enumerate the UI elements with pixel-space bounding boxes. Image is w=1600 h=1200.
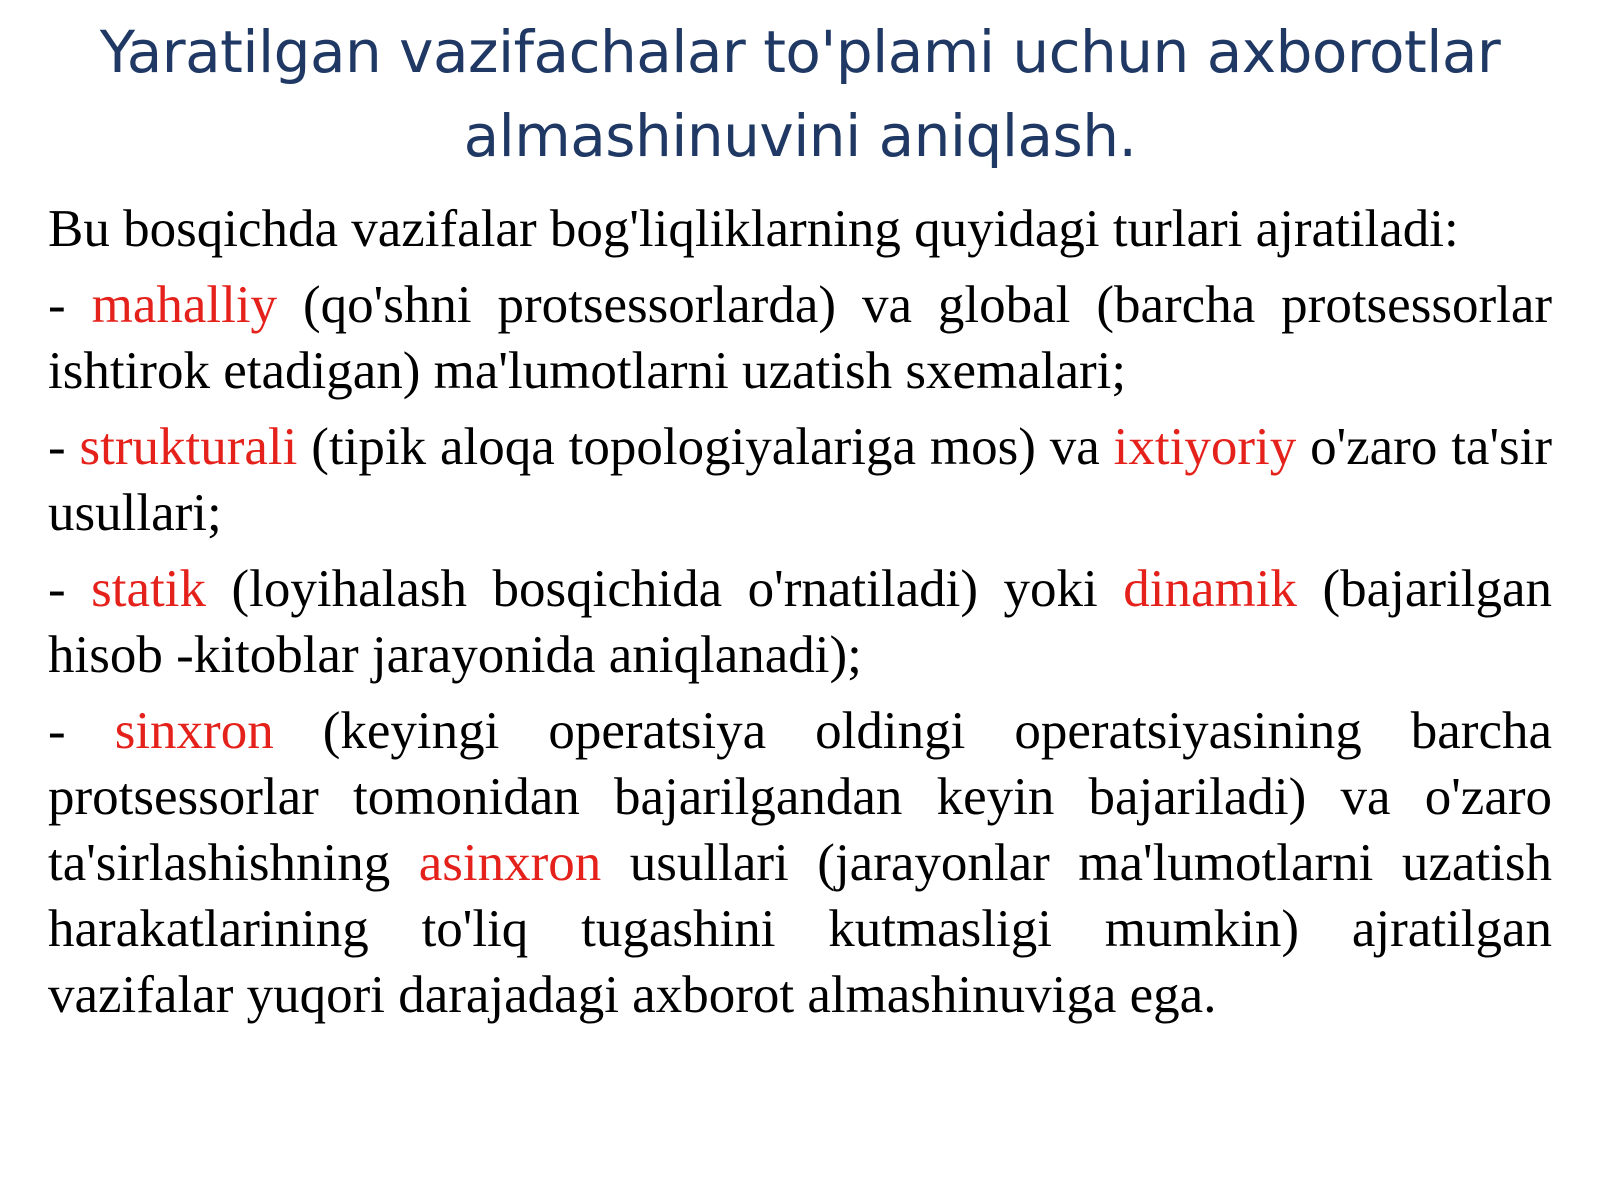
highlight-term: asinxron	[418, 834, 602, 892]
list-dash: -	[48, 276, 92, 334]
list-item-structural-arbitrary	[48, 414, 1552, 546]
list-item-local-global	[48, 272, 1552, 404]
highlight-term: mahalliy	[91, 276, 278, 334]
intro-paragraph: Bu bosqichda vazifalar bog'liqliklarning quyidagi turlari ajratiladi:	[48, 200, 1459, 258]
highlight-term: dinamik	[1123, 560, 1297, 618]
item-text: (keyingi operatsiya oldingi operatsiyasining barcha protsessorlar tomonidan bajarilgandan keyin bajariladi) va o'zaro ta'sirlashishning	[48, 702, 1552, 892]
item-text: o'zaro ta'sir usullari;	[48, 418, 1553, 542]
list-dash: -	[48, 702, 115, 760]
list-dash: -	[48, 560, 92, 618]
item-text: (loyihalash bosqichida o'rnatiladi) yoki	[206, 560, 1124, 618]
slide-title-line-2: almashinuvini aniqlash.	[463, 102, 1137, 170]
list-item-sync-async	[48, 698, 1552, 1028]
slide-title-line-1: Yaratilgan vazifachalar to'plami uchun axborotlar	[99, 18, 1501, 86]
highlight-term: ixtiyoriy	[1113, 418, 1297, 476]
item-text: (qo'shni protsessorlarda) va global (barcha protsessorlar ishtirok etadigan) ma'lumotlarni uzatish sxemalari;	[48, 276, 1552, 400]
slide-title	[60, 10, 1540, 178]
list-item-static-dynamic	[48, 556, 1552, 688]
item-text: (bajarilgan hisob -kitoblar jarayonida aniqlanadi);	[48, 560, 1552, 684]
item-text: (tipik aloqa topologiyalariga mos) va	[297, 418, 1114, 476]
item-text: usullari (jarayonlar ma'lumotlarni uzatish harakatlarining to'liq tugashini kutmasligi mumkin) ajratilgan vazifalar yuqori darajadagi axborot almashinuviga ega.	[48, 834, 1552, 1024]
highlight-term: sinxron	[114, 702, 274, 760]
highlight-term: statik	[91, 560, 206, 618]
slide-body	[48, 196, 1552, 1038]
highlight-term: strukturali	[79, 418, 298, 476]
list-dash: -	[48, 418, 80, 476]
